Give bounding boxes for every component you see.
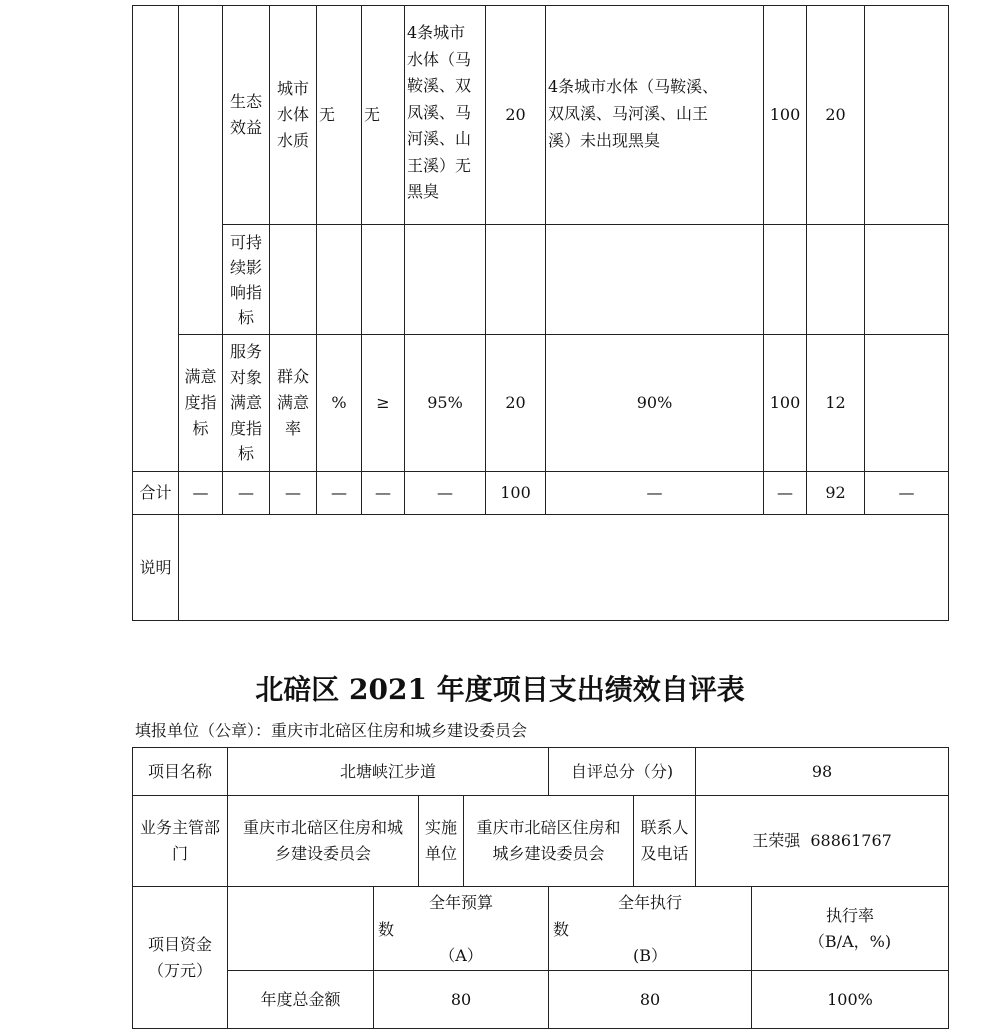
total-dash: — [285, 483, 301, 502]
funds-label: 项目资金 （万元） [147, 934, 212, 980]
exec-header-line3: (B） [632, 946, 667, 965]
exec-header-line2: 数 [553, 920, 570, 939]
indicator-target: 4条城市 水体（马 鞍溪、双 凤溪、马 河溪、山 王溪）无 黑臭 [407, 23, 472, 201]
total-dash: — [777, 483, 793, 502]
budget-header-line3: （A） [439, 946, 483, 965]
implementing-unit-value: 重庆市北碚区住房和 城乡建设委员会 [476, 818, 621, 863]
total-label: 合计 [139, 483, 172, 502]
note-label: 说明 [139, 557, 172, 577]
total-dash: — [898, 483, 915, 502]
indicator-weight: 20 [505, 105, 526, 124]
total-dash: — [192, 483, 209, 502]
indicator-operator: ≥ [376, 393, 390, 412]
total-dash: — [238, 483, 254, 502]
indicator-target: 95% [427, 393, 463, 412]
department-label: 业务主管部 门 [139, 818, 220, 863]
implementing-unit-label: 实施 单位 [424, 818, 457, 863]
annual-total-exec: 80 [639, 989, 661, 1009]
indicator-level2-service-satisfaction: 服务 对象 满意 度指 标 [229, 342, 262, 464]
rate-header: 执行率 （B/A，%) [808, 905, 892, 951]
page-title: 北碚区 2021 年度项目支出绩效自评表 [255, 673, 745, 706]
total-dash: — [646, 483, 663, 502]
project-name-value: 北塘峡江步道 [339, 761, 436, 781]
indicator-operator: 无 [364, 105, 381, 124]
annual-total-budget: 80 [450, 989, 472, 1009]
total-weight: 100 [500, 483, 531, 502]
indicator-unit: % [331, 393, 347, 412]
indicator-unit: 无 [319, 105, 336, 124]
self-score-label: 自评总分（分) [570, 761, 674, 781]
total-dash: — [331, 483, 347, 502]
indicator-level3-water-quality: 城市 水体 水质 [276, 79, 309, 150]
indicator-weight: 20 [505, 393, 526, 412]
contact-value: 王荣强 68861767 [752, 831, 892, 850]
self-score-value: 98 [811, 761, 833, 781]
indicator-score: 12 [825, 393, 846, 412]
reporting-unit: 填报单位（公章）：重庆市北碚区住房和城乡建设委员会 [135, 721, 528, 740]
annual-total-rate: 100% [827, 989, 873, 1009]
indicator-actual: 4条城市水体（马鞍溪、 双凤溪、马河溪、山王 溪）未出现黑臭 [548, 77, 719, 150]
budget-header-line2: 数 [378, 920, 395, 939]
indicator-rate: 100 [769, 105, 801, 124]
total-score: 92 [825, 483, 846, 502]
indicator-level2-ecology: 生态 效益 [229, 92, 262, 137]
contact-label: 联系人 及电话 [640, 818, 689, 863]
total-dash: — [375, 483, 391, 502]
indicator-level3-public-satisfaction: 群众 满意 率 [276, 367, 309, 438]
indicator-level2-sustainability: 可持 续影 响指 标 [229, 232, 262, 327]
indicator-actual: 90% [636, 393, 673, 412]
indicator-level1-satisfaction: 满意 度指 标 [184, 367, 217, 438]
project-name-label: 项目名称 [147, 761, 212, 781]
department-value: 重庆市北碚区住房和城 乡建设委员会 [242, 818, 403, 863]
annual-total-label: 年度总金额 [260, 989, 341, 1009]
indicator-score: 20 [825, 105, 846, 124]
exec-header-line1: 全年执行 [617, 893, 682, 912]
indicator-rate: 100 [769, 393, 801, 412]
budget-header-line1: 全年预算 [428, 893, 493, 912]
total-dash: — [437, 483, 453, 502]
